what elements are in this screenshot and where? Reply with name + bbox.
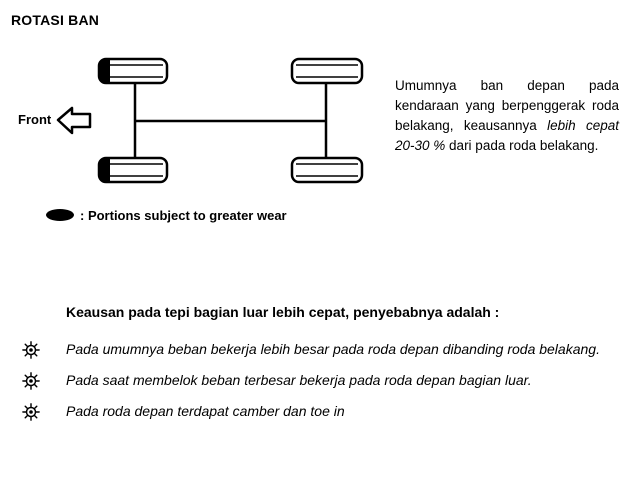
tire-front-right [292, 59, 362, 83]
wear-legend-swatch-icon [46, 209, 74, 221]
gear-sun-icon [22, 403, 40, 421]
cause-text: Pada umumnya beban bekerja lebih besar pada roda depan dibanding roda belakang. [66, 341, 600, 357]
tire-front-left [99, 59, 167, 83]
causes-heading: Keausan pada tepi bagian luar lebih cepat, penyebabnya adalah : [66, 304, 500, 320]
description-part1: Umumnya ban depan pada kendaraan yang berpenggerak roda belakang, keausannya [395, 78, 619, 133]
front-label: Front [18, 112, 52, 127]
page-title: ROTASI BAN [11, 12, 100, 28]
cause-text: Pada saat membelok beban terbesar bekerja pada roda depan bagian luar. [66, 372, 532, 388]
description-emphasis: lebih cepat 20-30 % [395, 118, 619, 153]
cause-text: Pada roda depan terdapat camber dan toe in [66, 403, 345, 419]
gear-sun-icon [22, 341, 40, 359]
tire-rear-left [99, 158, 167, 182]
cause-item [22, 371, 622, 389]
tire-rear-right [292, 158, 362, 182]
description-part2: dari pada roda belakang. [445, 138, 599, 153]
gear-sun-icon [22, 372, 40, 390]
wear-mark [99, 158, 110, 182]
cause-item [22, 402, 622, 420]
description-paragraph [395, 76, 619, 156]
cause-item [22, 340, 622, 358]
wear-legend-label: : Portions subject to greater wear [80, 208, 287, 223]
causes-list [22, 340, 622, 433]
front-arrow-icon [58, 108, 90, 133]
tire-rotation-diagram [0, 0, 380, 230]
wear-mark [99, 59, 110, 83]
